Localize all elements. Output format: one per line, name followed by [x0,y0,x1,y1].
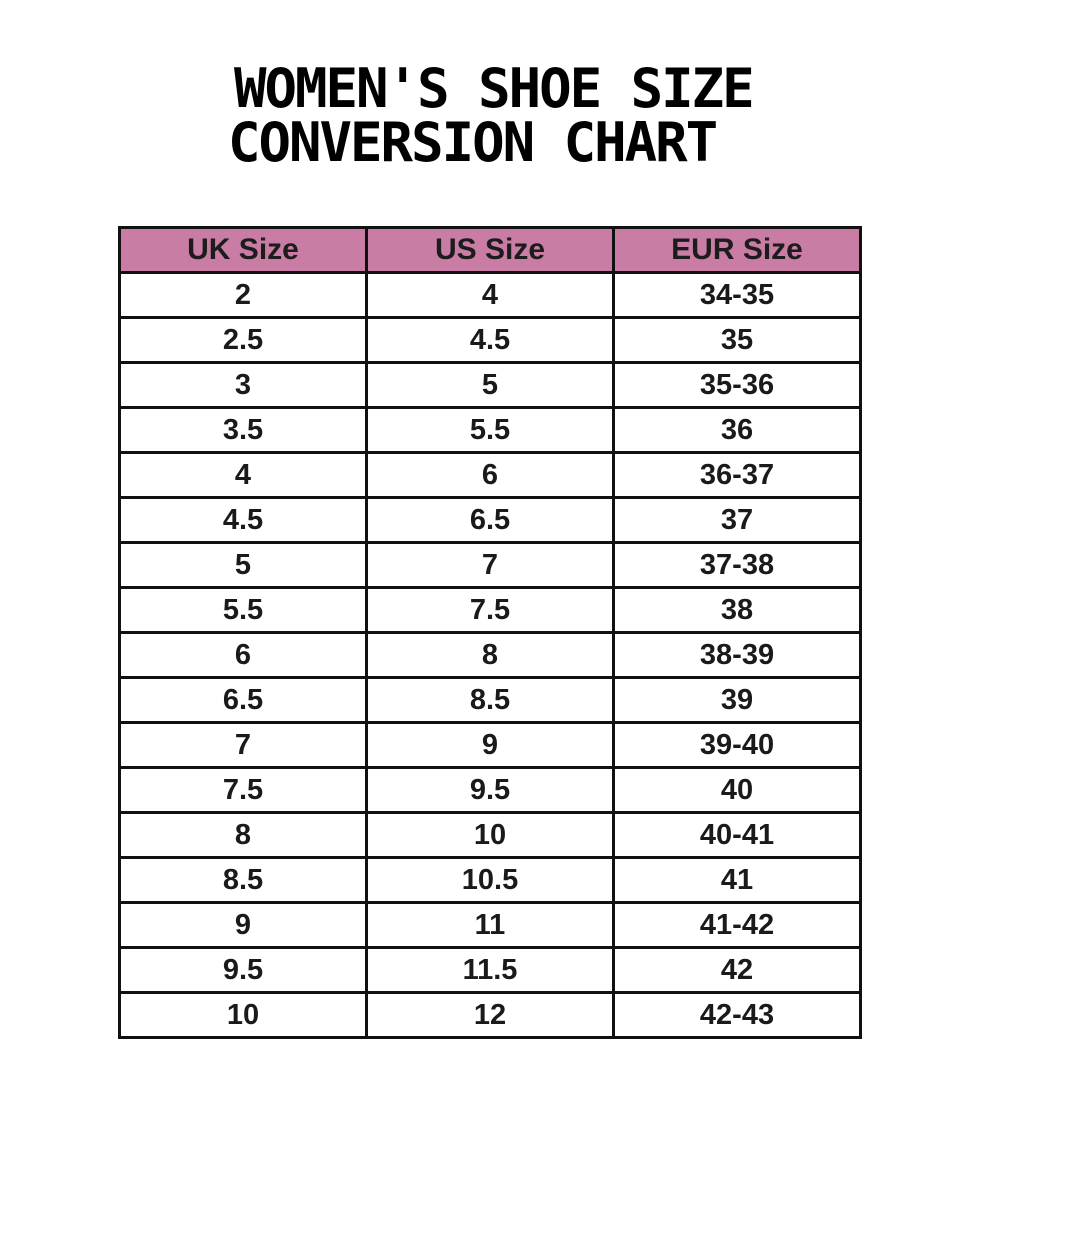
eur-size-cell: 39 [614,678,861,723]
us-size-cell: 5 [367,363,614,408]
table-row [120,768,861,813]
table-row [120,498,861,543]
size-conversion-table [118,226,862,1039]
eur-size-cell: 35-36 [614,363,861,408]
eur-size-cell: 36 [614,408,861,453]
us-size-cell: 11.5 [367,948,614,993]
eur-size-cell: 42-43 [614,993,861,1038]
us-size-cell: 4 [367,273,614,318]
table-row [120,678,861,723]
uk-size-cell: 4.5 [120,498,367,543]
table-row [120,633,861,678]
us-size-cell: 7 [367,543,614,588]
us-size-cell: 11 [367,903,614,948]
eur-size-cell: 39-40 [614,723,861,768]
eur-size-cell: 42 [614,948,861,993]
eur-size-cell: 37 [614,498,861,543]
us-size-cell: 9.5 [367,768,614,813]
eur-size-cell: 34-35 [614,273,861,318]
header-eur-size: EUR Size [614,228,861,273]
eur-size-cell: 37-38 [614,543,861,588]
uk-size-cell: 5 [120,543,367,588]
table-row [120,408,861,453]
uk-size-cell: 6.5 [120,678,367,723]
us-size-cell: 5.5 [367,408,614,453]
us-size-cell: 12 [367,993,614,1038]
uk-size-cell: 3 [120,363,367,408]
uk-size-cell: 8.5 [120,858,367,903]
eur-size-cell: 41 [614,858,861,903]
uk-size-cell: 6 [120,633,367,678]
table-row [120,543,861,588]
table-row [120,858,861,903]
us-size-cell: 6 [367,453,614,498]
header-uk-size: UK Size [120,228,367,273]
us-size-cell: 10.5 [367,858,614,903]
table-row [120,363,861,408]
uk-size-cell: 2 [120,273,367,318]
uk-size-cell: 5.5 [120,588,367,633]
uk-size-cell: 7 [120,723,367,768]
table-row [120,273,861,318]
title-line-2: CONVERSION CHART [228,111,717,174]
us-size-cell: 10 [367,813,614,858]
uk-size-cell: 10 [120,993,367,1038]
eur-size-cell: 36-37 [614,453,861,498]
us-size-cell: 9 [367,723,614,768]
eur-size-cell: 38 [614,588,861,633]
table-row [120,948,861,993]
uk-size-cell: 4 [120,453,367,498]
eur-size-cell: 38-39 [614,633,861,678]
uk-size-cell: 9 [120,903,367,948]
table-header-row [120,228,861,273]
header-us-size: US Size [367,228,614,273]
eur-size-cell: 40-41 [614,813,861,858]
table-row [120,588,861,633]
title-line-1: WOMEN'S SHOE SIZE [234,57,753,120]
eur-size-cell: 35 [614,318,861,363]
us-size-cell: 8 [367,633,614,678]
us-size-cell: 7.5 [367,588,614,633]
eur-size-cell: 41-42 [614,903,861,948]
uk-size-cell: 7.5 [120,768,367,813]
page-title [228,57,753,174]
table-row [120,318,861,363]
table-row [120,993,861,1038]
uk-size-cell: 9.5 [120,948,367,993]
us-size-cell: 6.5 [367,498,614,543]
uk-size-cell: 2.5 [120,318,367,363]
uk-size-cell: 8 [120,813,367,858]
table-row [120,453,861,498]
table-row [120,903,861,948]
table-row [120,813,861,858]
eur-size-cell: 40 [614,768,861,813]
us-size-cell: 4.5 [367,318,614,363]
uk-size-cell: 3.5 [120,408,367,453]
table-body [120,273,861,1038]
table-row [120,723,861,768]
us-size-cell: 8.5 [367,678,614,723]
